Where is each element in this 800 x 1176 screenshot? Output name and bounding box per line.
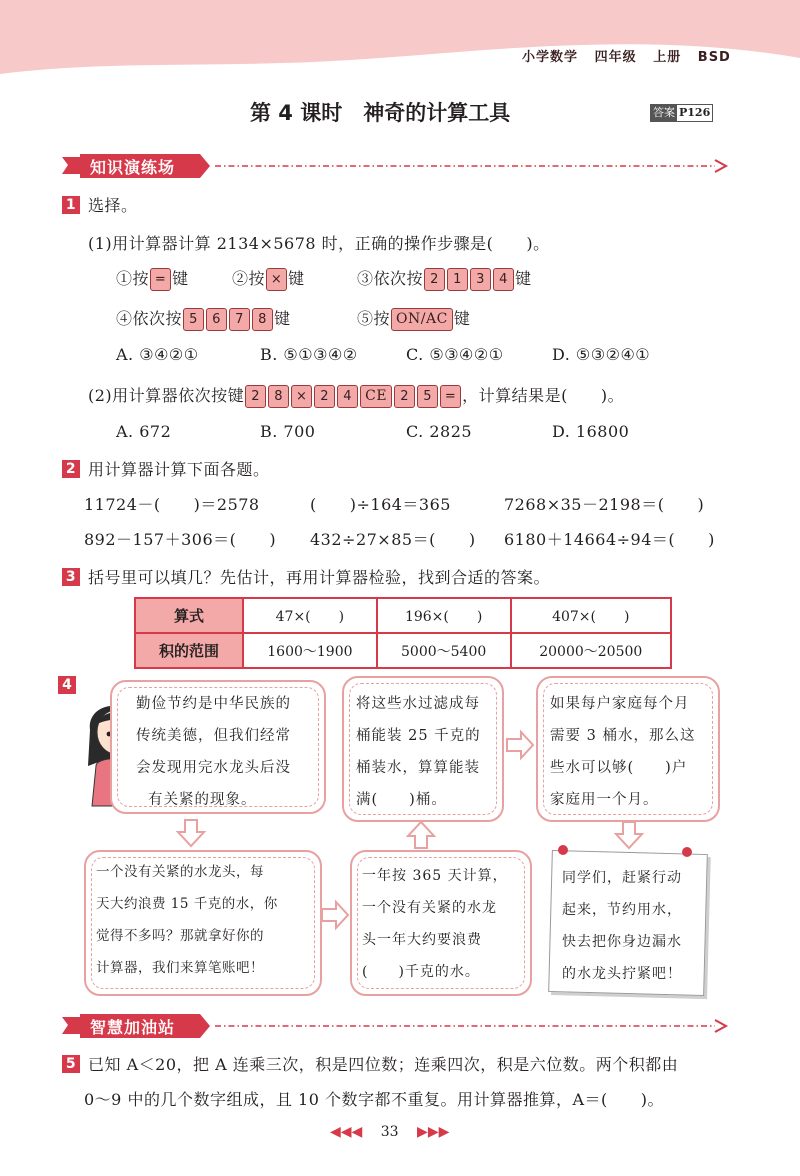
q1-p1-option-a: A. ③④②① bbox=[116, 345, 199, 364]
q2-prompt-text: 用计算器计算下面各题。 bbox=[88, 460, 270, 479]
table-cell: 196×( ) bbox=[377, 598, 511, 633]
digit-key: 2 bbox=[424, 268, 445, 291]
q1-step5 bbox=[357, 306, 470, 331]
step5-suffix: 键 bbox=[453, 309, 471, 328]
q1-p2-option-a: A. 672 bbox=[116, 422, 172, 441]
pin-icon bbox=[558, 845, 568, 855]
table-cell: 5000～5400 bbox=[377, 633, 511, 668]
bubble-line: 如果每户家庭每个月 bbox=[550, 696, 690, 712]
digit-key: 6 bbox=[206, 308, 227, 331]
q2-item-2: ( )÷164＝365 bbox=[310, 495, 451, 514]
bubble-line: 桶装水，算算能装 bbox=[356, 760, 480, 776]
bubble-line: 一年按 365 天计算， bbox=[362, 868, 508, 884]
q1-p2-option-c: C. 2825 bbox=[406, 422, 473, 441]
bubble-4-text bbox=[96, 856, 278, 984]
table-cell: 20000～20500 bbox=[511, 633, 671, 668]
q1-p2-stem bbox=[88, 383, 624, 408]
bubble-line: 会发现用完水龙头后没 bbox=[136, 760, 291, 776]
ce-key: CE bbox=[360, 385, 392, 408]
q1-p1-option-c: C. ⑤③④②① bbox=[406, 345, 504, 364]
bubble-line: 有关紧的现象。 bbox=[148, 792, 257, 808]
table-cell: 407×( ) bbox=[511, 598, 671, 633]
bubble-line: 头一年大约要浪费 bbox=[362, 932, 482, 948]
q1-number: 1 bbox=[62, 196, 80, 214]
q1-step3 bbox=[357, 266, 532, 291]
pin-icon bbox=[682, 847, 692, 857]
row-header: 算式 bbox=[135, 598, 243, 633]
bubble-line: 勤俭节约是中华民族的 bbox=[136, 696, 291, 712]
step3-suffix: 键 bbox=[515, 269, 532, 288]
section-banner-2 bbox=[60, 1012, 730, 1040]
equals-key: = bbox=[440, 385, 461, 408]
multiply-key: × bbox=[266, 268, 287, 291]
digit-key: 3 bbox=[470, 268, 491, 291]
step1-suffix: 键 bbox=[172, 269, 189, 288]
q2-item-1: 11724－( )＝2578 bbox=[84, 495, 260, 514]
q3-number: 3 bbox=[62, 568, 80, 586]
arrow-down-icon bbox=[176, 818, 206, 848]
key-4: 4 bbox=[337, 385, 358, 408]
q2-item-5: 432÷27×85＝( ) bbox=[310, 530, 476, 549]
p2-stem-post: ，计算结果是( )。 bbox=[462, 386, 625, 405]
bubble-line: 家庭用一个月。 bbox=[550, 792, 659, 808]
q2-item-4: 892－157＋306＝( ) bbox=[84, 530, 277, 549]
q3-prompt bbox=[62, 565, 550, 588]
q3-table bbox=[134, 597, 672, 669]
q2-prompt bbox=[62, 457, 270, 480]
step2-suffix: 键 bbox=[288, 269, 305, 288]
table-row bbox=[135, 598, 671, 633]
digit-key: 4 bbox=[493, 268, 514, 291]
q1-p2-option-d: D. 16800 bbox=[552, 422, 630, 441]
q1-step1 bbox=[116, 266, 189, 291]
q3-prompt-text: 括号里可以填几？先估计，再用计算器检验，找到合适的答案。 bbox=[88, 568, 551, 587]
answer-tag bbox=[650, 104, 713, 122]
answer-tag-page: P126 bbox=[679, 106, 711, 119]
q5-line-2: 0～9 中的几个数字组成，且 10 个数字都不重复。用计算器推算，A＝( )。 bbox=[84, 1090, 665, 1109]
key-2: 2 bbox=[245, 385, 266, 408]
q5-number: 5 bbox=[62, 1055, 80, 1073]
step5-text: ⑤按 bbox=[357, 309, 391, 328]
bubble-line: 天大约浪费 15 千克的水，你 bbox=[96, 896, 278, 912]
note-line: 快去把你身边漏水 bbox=[562, 934, 682, 950]
bubble-line: 觉得不多吗？那就拿好你的 bbox=[96, 928, 264, 944]
table-cell: 1600～1900 bbox=[243, 633, 377, 668]
bubble-1-text bbox=[136, 688, 291, 816]
bubble-line: 满( )桶。 bbox=[356, 792, 447, 808]
header-band bbox=[0, 0, 800, 78]
q1-prompt bbox=[62, 193, 138, 216]
page-number: 33 bbox=[380, 1124, 399, 1140]
answer-tag-label: 答案 bbox=[653, 106, 675, 119]
q1-step4 bbox=[116, 306, 291, 331]
digit-key: 7 bbox=[229, 308, 250, 331]
header-grade: 四年级 bbox=[594, 50, 637, 65]
bubble-line: 一个没有关紧的水龙头，每 bbox=[96, 864, 264, 880]
arrow-up-icon bbox=[406, 820, 436, 850]
page-footer bbox=[330, 1124, 449, 1140]
p2-stem-pre: (2)用计算器依次按键 bbox=[88, 386, 245, 405]
note-text bbox=[562, 862, 682, 990]
on-ac-key: ON/AC bbox=[391, 308, 453, 331]
table-row bbox=[135, 633, 671, 668]
header-book: 小学数学 bbox=[522, 50, 579, 65]
q2-number: 2 bbox=[62, 460, 80, 478]
digit-key: 1 bbox=[447, 268, 468, 291]
bubble-3-text bbox=[550, 688, 695, 816]
bubble-line: 计算器，我们来算笔账吧！ bbox=[96, 960, 264, 976]
bubble-line: 些水可以够( )户 bbox=[550, 760, 688, 776]
q5-text-1: 已知 A＜20，把 A 连乘三次，积是四位数；连乘四次，积是六位数。两个积都由 bbox=[88, 1055, 679, 1074]
bubble-line: 传统美德，但我们经常 bbox=[136, 728, 291, 744]
header-info bbox=[522, 46, 731, 65]
key-5: 5 bbox=[417, 385, 438, 408]
equals-key: = bbox=[150, 268, 171, 291]
section-banner-1 bbox=[60, 152, 730, 180]
q1-p1-stem: (1)用计算器计算 2134×5678 时，正确的操作步骤是( )。 bbox=[88, 234, 550, 253]
step4-text: ④依次按 bbox=[116, 309, 183, 328]
arrow-right-icon bbox=[505, 730, 535, 760]
q1-p1-option-d: D. ⑤③②④① bbox=[552, 345, 651, 364]
note-line: 同学们，赶紧行动 bbox=[562, 870, 682, 886]
header-wave bbox=[0, 0, 800, 78]
q1-step2 bbox=[232, 266, 305, 291]
step4-suffix: 键 bbox=[274, 309, 291, 328]
header-volume: 上册 bbox=[653, 50, 682, 65]
bubble-line: 需要 3 桶水，那么这 bbox=[550, 728, 696, 744]
arrow-down-icon bbox=[614, 820, 644, 850]
digit-key: 5 bbox=[183, 308, 204, 331]
step3-text: ③依次按 bbox=[357, 269, 424, 288]
key-2: 2 bbox=[314, 385, 335, 408]
q5-line-1 bbox=[62, 1052, 678, 1075]
bubble-line: 一个没有关紧的水龙 bbox=[362, 900, 497, 916]
prev-arrows-icon: ◀◀◀ bbox=[330, 1124, 363, 1140]
step2-text: ②按 bbox=[232, 269, 266, 288]
q2-item-6: 6180＋14664÷94＝( ) bbox=[504, 530, 715, 549]
q1-p2-option-b: B. 700 bbox=[260, 422, 316, 441]
bubble-line: 将这些水过滤成每 bbox=[356, 696, 480, 712]
digit-key: 8 bbox=[252, 308, 273, 331]
key-8: 8 bbox=[268, 385, 289, 408]
q4-number-badge: 4 bbox=[58, 676, 76, 694]
section-title-2: 智慧加油站 bbox=[90, 1018, 176, 1037]
note-line: 起来，节约用水， bbox=[562, 902, 682, 918]
q1-prompt-text: 选择。 bbox=[88, 196, 138, 215]
next-arrows-icon: ▶▶▶ bbox=[417, 1124, 450, 1140]
multiply-key: × bbox=[291, 385, 312, 408]
section-title-1: 知识演练场 bbox=[90, 158, 176, 177]
q2-item-3: 7268×35－2198＝( ) bbox=[504, 495, 705, 514]
header-edition: BSD bbox=[697, 50, 731, 65]
lesson-title: 第 4 课时 神奇的计算工具 bbox=[250, 101, 511, 125]
bubble-line: ( )千克的水。 bbox=[362, 964, 480, 980]
q1-p1-option-b: B. ⑤①③④② bbox=[260, 345, 358, 364]
row-header: 积的范围 bbox=[135, 633, 243, 668]
table-cell: 47×( ) bbox=[243, 598, 377, 633]
note-line: 的水龙头拧紧吧！ bbox=[562, 966, 682, 982]
bubble-line: 桶能装 25 千克的 bbox=[356, 728, 481, 744]
arrow-right-icon bbox=[320, 900, 350, 930]
key-2: 2 bbox=[394, 385, 415, 408]
bubble-2-text bbox=[356, 688, 481, 816]
step1-text: ①按 bbox=[116, 269, 150, 288]
bubble-5-text bbox=[362, 860, 508, 988]
